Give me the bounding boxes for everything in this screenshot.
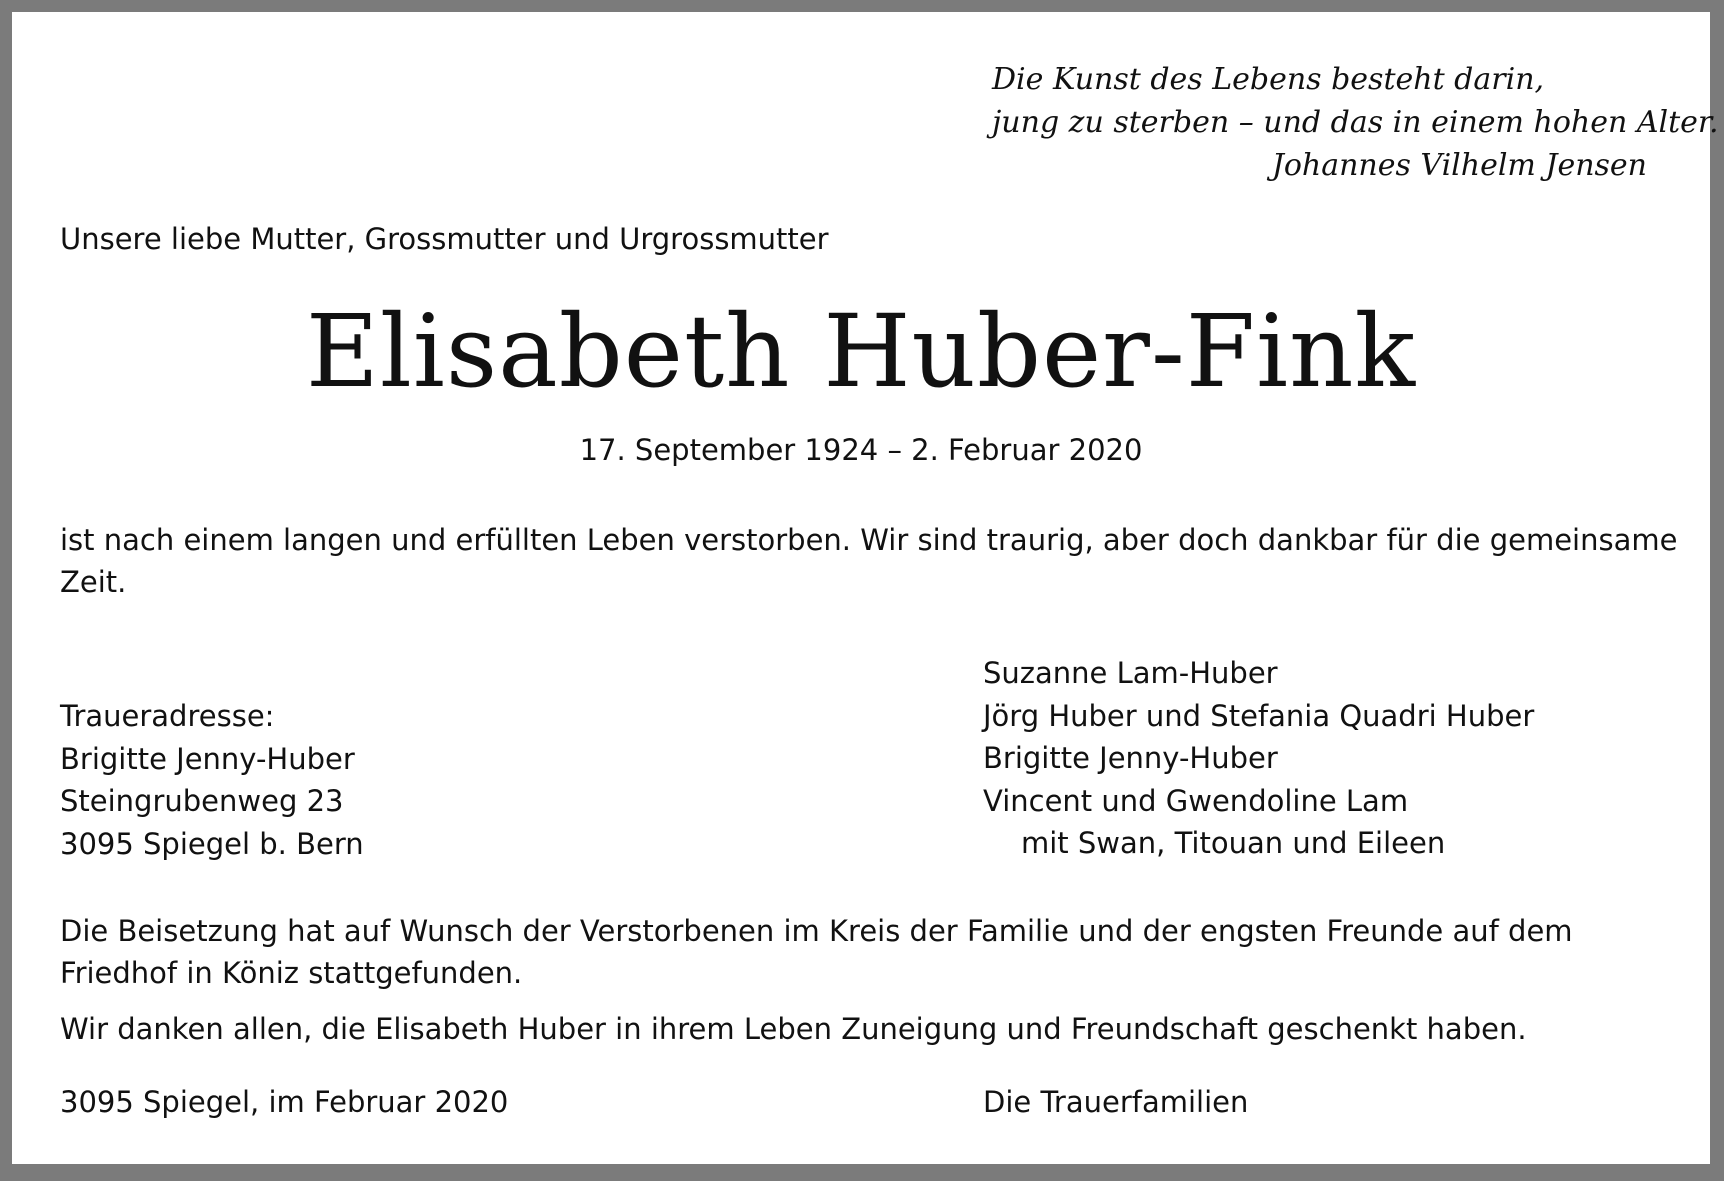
place-date: 3095 Spiegel, im Februar 2020: [60, 1085, 509, 1119]
signature: Die Trauerfamilien: [983, 1085, 1249, 1119]
thanks-text: Wir danken allen, die Elisabeth Huber in ihrem Leben Zuneigung und Freundschaft geschenkt haben.: [60, 1012, 1527, 1046]
mourning-address: [60, 695, 364, 865]
life-dates: 17. September 1924 – 2. Februar 2020: [579, 433, 1143, 467]
address-name: Brigitte Jenny-Huber: [60, 741, 355, 776]
family-member: Suzanne Lam-Huber: [983, 656, 1278, 690]
quote-author: Johannes Vilhelm Jensen: [1271, 148, 1647, 183]
burial-text: Die Beisetzung hat auf Wunsch der Verstorbenen im Kreis der Familie und der engsten Freunde auf dem Friedhof in Köniz stattgefunden.: [60, 914, 1573, 990]
epigraph-quote: [992, 58, 1719, 187]
family-list: [983, 652, 1534, 865]
quote-line-2: jung zu sterben – und das in einem hohen Alter.: [992, 105, 1719, 140]
message-text: ist nach einem langen und erfüllten Leben verstorben. Wir sind traurig, aber doch dankbar für die gemeinsame Zeit.: [60, 523, 1678, 599]
address-label: Traueradresse:: [60, 699, 275, 733]
intro-text: Unsere liebe Mutter, Grossmutter und Urgrossmutter: [60, 222, 829, 256]
family-member: Vincent und Gwendoline Lam: [983, 783, 1409, 818]
address-street: Steingrubenweg 23: [60, 784, 344, 818]
family-member: Jörg Huber und Stefania Quadri Huber: [983, 698, 1535, 733]
deceased-name: Elisabeth Huber-Fink: [305, 293, 1417, 410]
family-member: mit Swan, Titouan und Eileen: [1021, 826, 1446, 860]
family-member: Brigitte Jenny-Huber: [983, 741, 1278, 775]
quote-line-1: Die Kunst des Lebens besteht darin,: [992, 62, 1545, 97]
obituary-notice: [12, 12, 1719, 1164]
address-city: 3095 Spiegel b. Bern: [60, 826, 364, 861]
